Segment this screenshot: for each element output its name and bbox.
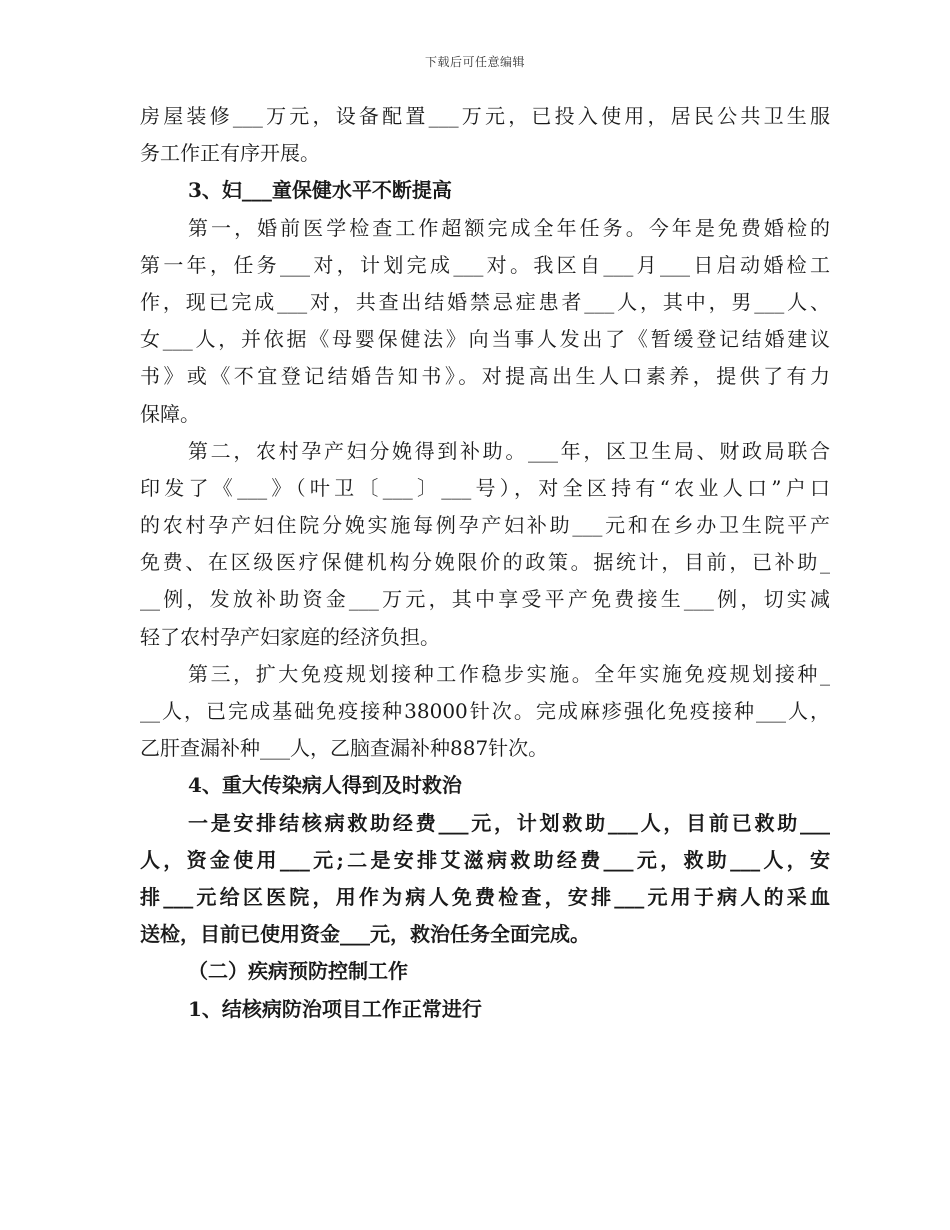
text-line: 印发了《___》（叶卫〔___〕___号），对全区持有“农业人口”户口	[140, 475, 830, 500]
text-line: 务工作正有序开展。	[140, 141, 320, 166]
text-line: 第三，扩大免疫规划接种工作稳步实施。全年实施免疫规划接种_	[188, 661, 830, 686]
text-line: 第一年，任务___对，计划完成___对。我区自___月___日启动婚检工	[140, 252, 830, 277]
text-line: 的农村孕产妇住院分娩实施每例孕产妇补助___元和在乡办卫生院平产	[140, 513, 830, 538]
text-line: 房屋装修___万元，设备配置___万元，已投入使用，居民公共卫生服	[140, 104, 830, 128]
text-line: 一是安排结核病救助经费___元，计划救助___人，目前已救助___	[188, 810, 830, 835]
section-heading: （二）疾病预防控制工作	[188, 959, 408, 984]
text-line: 第二，农村孕产妇分娩得到补助。___年，区卫生局、财政局联合	[188, 438, 830, 463]
text-line: 乙肝查漏补种___人，乙脑查漏补种887针次。	[140, 736, 549, 761]
text-line: 免费、在区级医疗保健机构分娩限价的政策。据统计，目前，已补助_	[140, 550, 830, 575]
document-body	[140, 98, 830, 1028]
text-line: 第一，婚前医学检查工作超额完成全年任务。今年是免费婚检的	[188, 215, 830, 240]
text-line: 送检，目前已使用资金___元，救治任务全面完成。	[140, 922, 590, 947]
text-line: 作，现已完成___对，共查出结婚禁忌症患者___人，其中，男___人、	[140, 289, 830, 314]
text-line: __例，发放补助资金___万元，其中享受平产免费接生___例，切实减	[140, 587, 830, 612]
text-line: 排___元给区医院，用作为病人免费检查，安排___元用于病人的采血	[140, 884, 830, 909]
page-header-note: 下载后可任意编辑	[424, 55, 525, 69]
section-heading: 3、妇___童保健水平不断提高	[188, 178, 452, 203]
section-heading: 4、重大传染病人得到及时救治	[188, 773, 462, 798]
text-line: __人，已完成基础免疫接种38000针次。完成麻疹强化免疫接种___人，	[140, 699, 830, 723]
text-line: 女___人，并依据《母婴保健法》向当事人发出了《暂缓登记结婚建议	[140, 327, 830, 352]
text-line: 轻了农村孕产妇家庭的经济负担。	[140, 624, 440, 649]
text-line: 书》或《不宜登记结婚告知书》。对提高出生人口素养，提供了有力	[140, 364, 830, 389]
section-heading: 1、结核病防治项目工作正常进行	[188, 996, 482, 1021]
text-line: 人，资金使用___元;二是安排艾滋病救助经费___元，救助___人，安	[140, 847, 830, 872]
text-line: 保障。	[140, 401, 200, 426]
